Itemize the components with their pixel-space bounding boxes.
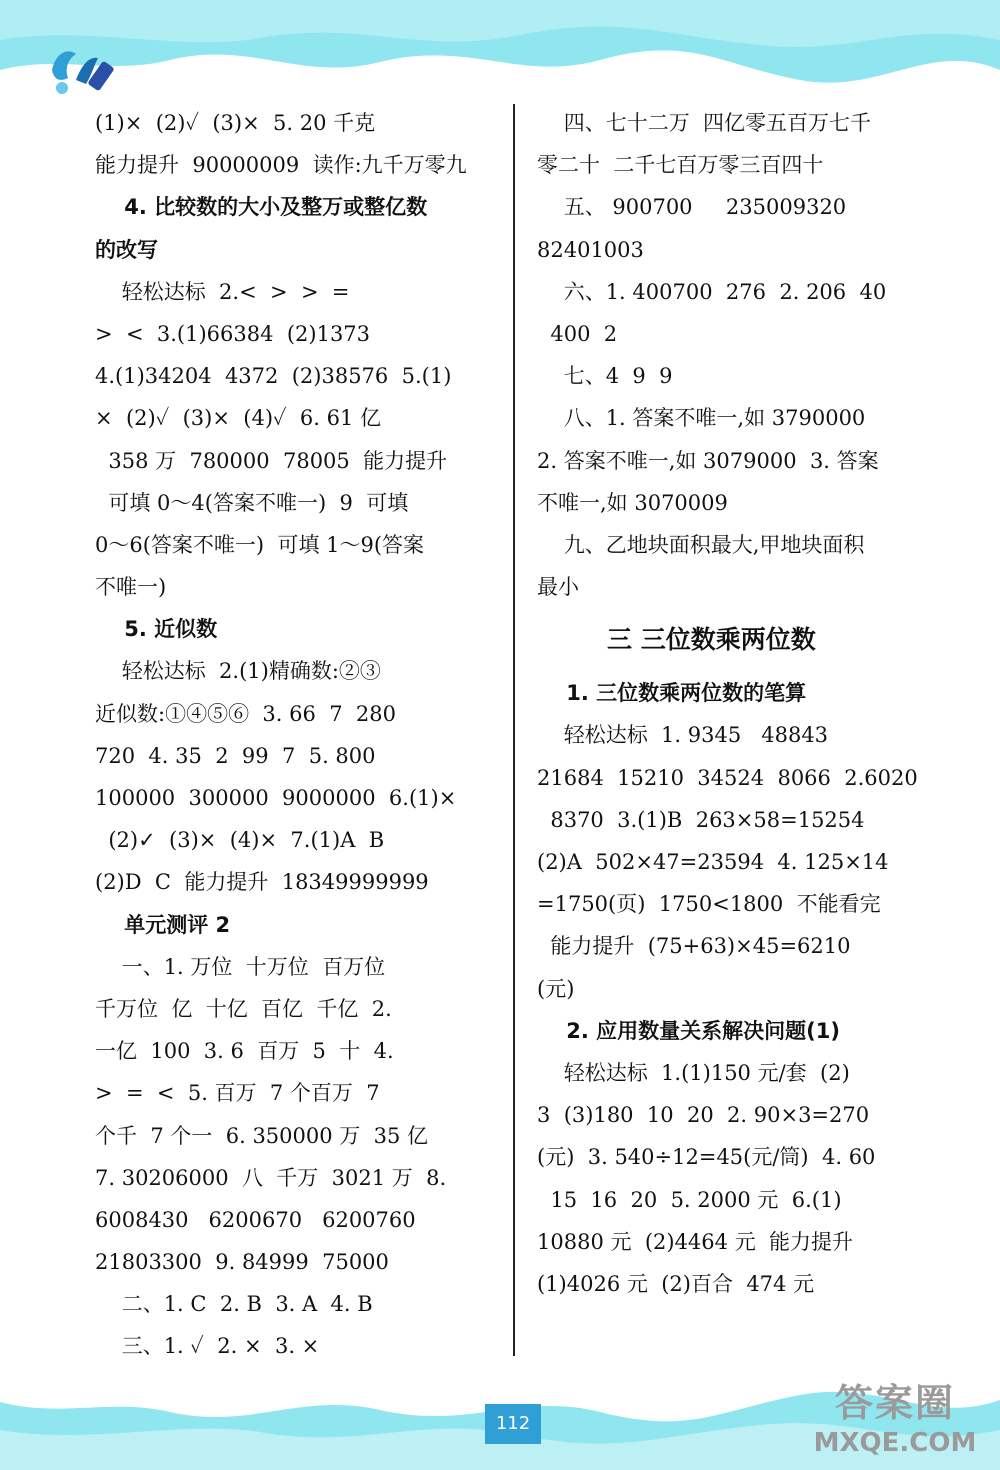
answer-line: 零二十 二千七百万零三百四十 xyxy=(537,153,824,178)
answer-line: 15 16 20 5. 2000 元 6.(1) xyxy=(537,1187,842,1212)
answer-line: 10880 元 (2)4464 元 能力提升 xyxy=(537,1229,854,1254)
answer-line: 720 4. 35 2 99 7 5. 800 xyxy=(95,743,376,768)
answer-line: 四、七十二万 四亿零五百万七千 xyxy=(537,111,872,135)
answer-line: 三、1. ✓ 2. × 3. × xyxy=(95,1334,320,1359)
chapter-title: 三 三位数乘两位数 xyxy=(607,625,816,655)
answer-line: 100000 300000 9000000 6.(1)× xyxy=(95,786,457,810)
answer-line: 21803300 9. 84999 75000 xyxy=(95,1250,389,1275)
answer-line: 358 万 780000 78005 能力提升 xyxy=(95,448,448,473)
answer-line: 九、乙地块面积最大,甲地块面积 xyxy=(537,532,865,557)
answer-line: 八、1. 答案不唯一,如 3790000 xyxy=(537,406,866,431)
answer-line: 一亿 100 3. 6 百万 5 十 4. xyxy=(95,1039,394,1064)
answer-line: 轻松达标 1.(1)150 元/套 (2) xyxy=(537,1060,850,1085)
answer-line: 的改写 xyxy=(95,237,158,262)
watermark xyxy=(800,1380,990,1470)
answer-line: 不唯一,如 3070009 xyxy=(537,490,728,515)
answer-line: 千万位 亿 十亿 百亿 千亿 2. xyxy=(95,996,392,1021)
answer-line: 4.(1)34204 4372 (2)38576 5.(1) xyxy=(95,364,452,389)
answer-line: 一、1. 万位 十万位 百万位 xyxy=(95,954,386,979)
answer-line: 个千 7 个一 6. 350000 万 35 亿 xyxy=(95,1123,429,1148)
answer-line: (元) xyxy=(537,976,575,1001)
answer-line: 单元测评 2 xyxy=(95,912,231,937)
answer-line: =1750(页) 1750<1800 不能看完 xyxy=(537,892,881,917)
answer-line: 2. 答案不唯一,如 3079000 3. 答案 xyxy=(537,448,879,473)
answer-line: 21684 15210 34524 8066 2.6020 xyxy=(537,765,918,790)
answer-line: 五、 900700 235009320 xyxy=(537,195,847,220)
answer-line: 1. 三位数乘两位数的笔算 xyxy=(537,681,807,706)
answer-line: 轻松达标 2.< > > = xyxy=(95,279,350,304)
page-number: 112 xyxy=(485,1404,541,1444)
answer-line: (2)✓ (3)× (4)× 7.(1)A B xyxy=(95,828,385,853)
answer-line: 能力提升 (75+63)×45=6210 xyxy=(537,934,851,959)
answer-line: 5. 近似数 xyxy=(95,617,218,642)
answer-line: 400 2 xyxy=(537,321,618,346)
answer-line: 二、1. C 2. B 3. A 4. B xyxy=(95,1292,373,1317)
answer-line: (2)D C 能力提升 18349999999 xyxy=(95,870,429,895)
answer-line: > = < 5. 百万 7 个百万 7 xyxy=(95,1081,380,1106)
right-column xyxy=(537,102,937,1305)
watermark-line2: MXQE.COM xyxy=(813,1428,977,1458)
answer-line: (2)A 502×47=23594 4. 125×14 xyxy=(537,850,889,874)
answer-line: 六、1. 400700 276 2. 206 40 xyxy=(537,279,887,304)
answer-line: 不唯一) xyxy=(95,575,167,600)
answer-line: 7. 30206000 八 千万 3021 万 8. xyxy=(95,1165,447,1190)
answer-line: 2. 应用数量关系解决问题(1) xyxy=(537,1018,840,1043)
answer-line: (1)4026 元 (2)百合 474 元 xyxy=(537,1271,815,1296)
answer-line: 轻松达标 2.(1)精确数:②③ xyxy=(95,659,381,684)
answer-line: 6008430 6200670 6200760 xyxy=(95,1207,416,1232)
logo-icon xyxy=(46,40,118,102)
answer-line: > < 3.(1)66384 (2)1373 xyxy=(95,321,371,346)
answer-line: 最小 xyxy=(537,575,579,600)
column-divider xyxy=(513,104,515,1356)
answer-line: 七、4 9 9 xyxy=(537,364,673,389)
left-column xyxy=(95,102,495,1368)
answer-line: 能力提升 90000009 读作:九千万零九 xyxy=(95,153,467,178)
answer-line: (1)× (2)✓ (3)× 5. 20 千克 xyxy=(95,111,376,135)
answer-line: 82401003 xyxy=(537,237,644,262)
answer-line: 0～6(答案不唯一) 可填 1～9(答案 xyxy=(95,532,425,557)
answer-line: 4. 比较数的大小及整万或整亿数 xyxy=(95,195,428,220)
answer-line: 近似数:①④⑤⑥ 3. 66 7 280 xyxy=(95,701,397,726)
answer-line: × (2)✓ (3)× (4)✓ 6. 61 亿 xyxy=(95,406,382,431)
answer-line: 8370 3.(1)B 263×58=15254 xyxy=(537,807,865,832)
answer-line: (元) 3. 540÷12=45(元/筒) 4. 60 xyxy=(537,1145,876,1170)
answer-line: 轻松达标 1. 9345 48843 xyxy=(537,723,829,748)
answer-line: 3 (3)180 10 20 2. 90×3=270 xyxy=(537,1103,870,1128)
answer-line: 可填 0～4(答案不唯一) 9 可填 xyxy=(95,490,409,515)
watermark-line1: 答案圈 xyxy=(834,1381,955,1425)
